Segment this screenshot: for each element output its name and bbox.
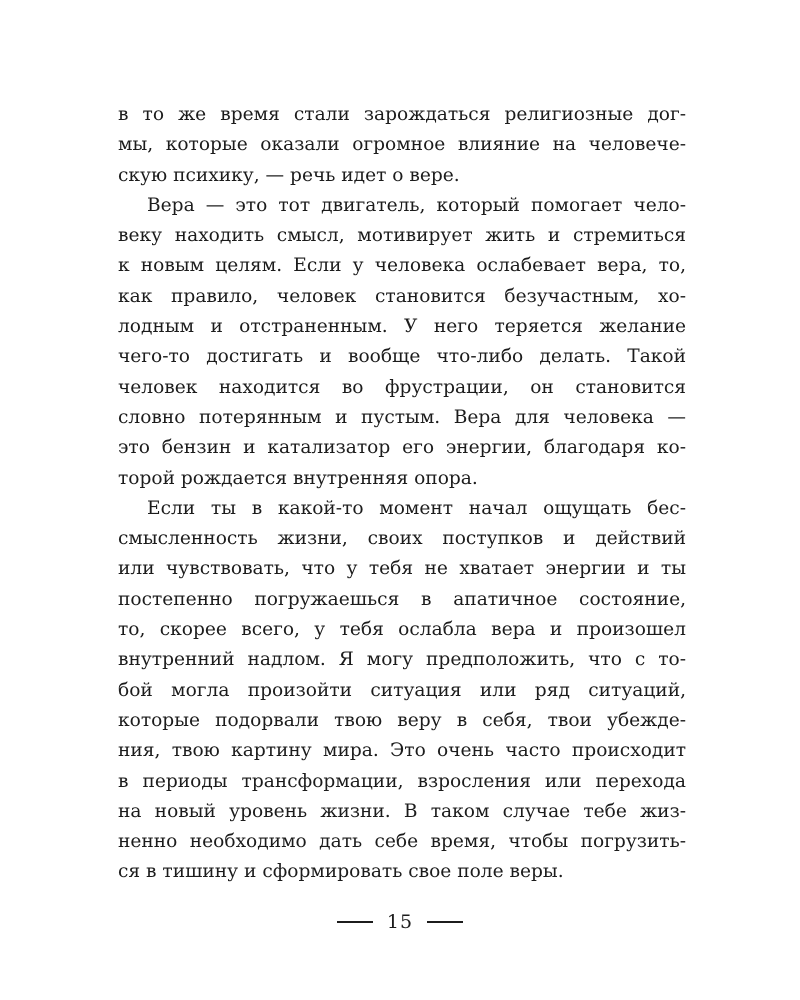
text-line: внутренний надлом. Я могу предположить, что с то- bbox=[118, 649, 686, 671]
text-line: чего-то достигать и вообще что-либо делать. Такой bbox=[118, 346, 686, 368]
text-line: торой рождается внутренняя опора. bbox=[118, 467, 478, 489]
text-line: в то же время стали зарождаться религиозные дог- bbox=[118, 104, 686, 125]
text-line: Вера — это тот двигатель, который помогает чело- bbox=[147, 194, 686, 216]
text-line: лодным и отстраненным. У него теряется желание bbox=[118, 316, 686, 338]
text-line: веку находить смысл, мотивирует жить и стремиться bbox=[118, 225, 686, 247]
text-line: бой могла произойти ситуация или ряд ситуаций, bbox=[118, 679, 686, 701]
text-line: смысленность жизни, своих поступков и действий bbox=[118, 528, 686, 550]
text-line: ния, твою картину мира. Это очень часто происходит bbox=[118, 740, 686, 762]
text-line: постепенно погружаешься в апатичное состояние, bbox=[118, 588, 686, 610]
page-number: 15 bbox=[386, 911, 414, 933]
body-text bbox=[118, 100, 686, 888]
text-line: ся в тишину и сформировать свое поле веры. bbox=[118, 861, 564, 883]
text-line: ненно необходимо дать себе время, чтобы погрузить- bbox=[118, 831, 686, 853]
text-line: словно потерянным и пустым. Вера для человека — bbox=[118, 406, 686, 428]
right-rule bbox=[427, 921, 463, 923]
text-line: или чувствовать, что у тебя не хватает энергии и ты bbox=[118, 558, 686, 580]
left-rule bbox=[337, 921, 373, 923]
text-line: на новый уровень жизни. В таком случае тебе жиз- bbox=[118, 800, 686, 822]
text-line: Если ты в какой-то момент начал ощущать бес- bbox=[147, 497, 686, 519]
text-line: скую психику, — речь идет о вере. bbox=[118, 164, 460, 186]
text-line: это бензин и катализатор его энергии, благодаря ко- bbox=[118, 437, 686, 459]
text-line: в периоды трансформации, взросления или перехода bbox=[118, 770, 686, 792]
text-line: то, скорее всего, у тебя ослабла вера и произошел bbox=[118, 619, 686, 641]
text-line: к новым целям. Если у человека ослабевает вера, то, bbox=[118, 255, 686, 277]
text-line: которые подорвали твою веру в себя, твои убежде- bbox=[118, 709, 686, 731]
text-line: как правило, человек становится безучастным, хо- bbox=[118, 285, 686, 307]
page-footer bbox=[0, 907, 800, 937]
text-line: мы, которые оказали огромное влияние на человече- bbox=[118, 134, 686, 156]
text-line: человек находится во фрустрации, он становится bbox=[118, 376, 686, 398]
